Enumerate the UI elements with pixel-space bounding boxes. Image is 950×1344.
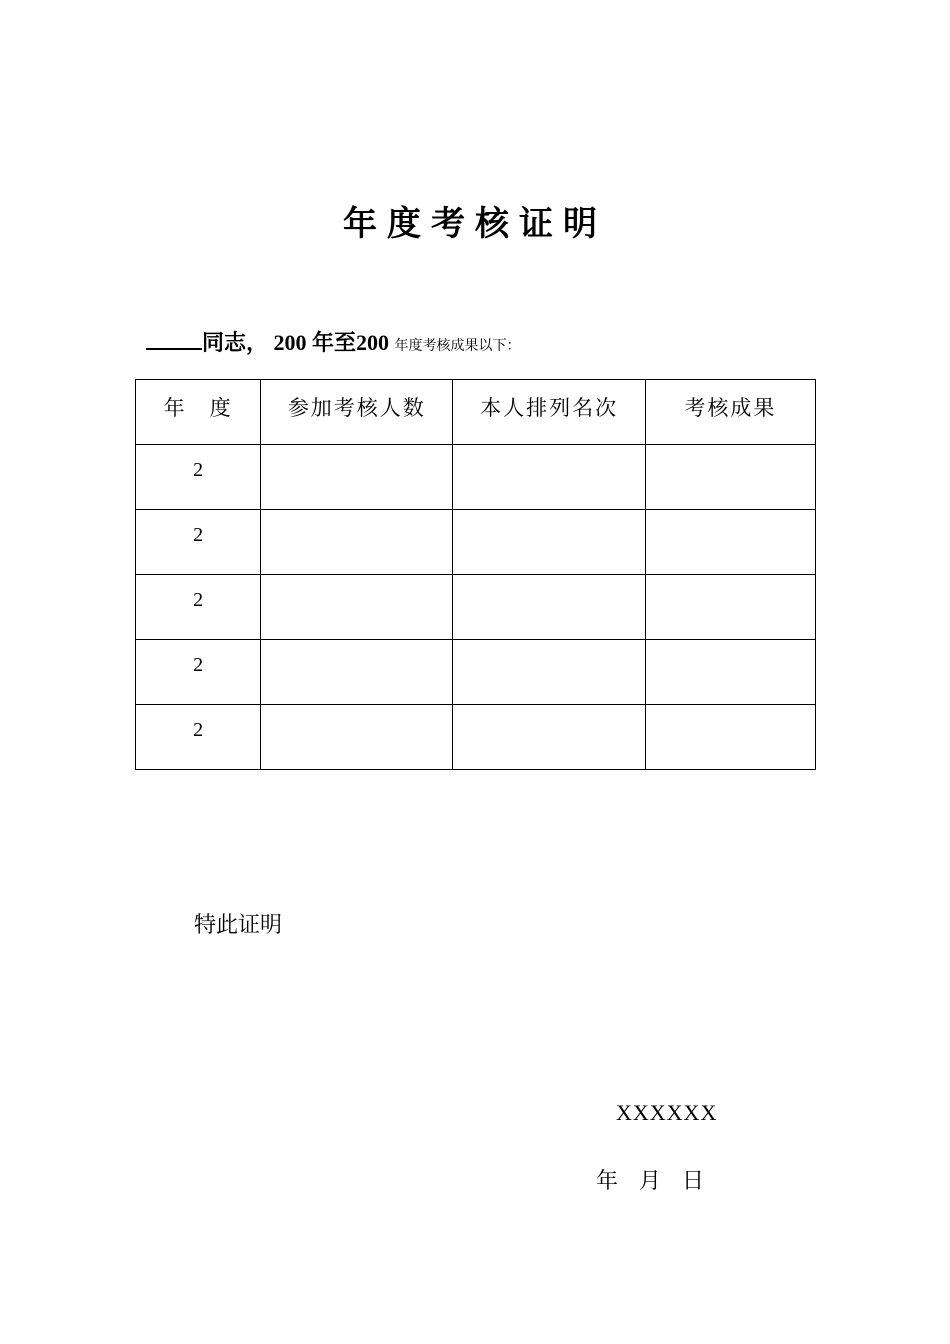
cell-rank	[453, 575, 645, 640]
year-from: 200	[273, 330, 307, 355]
organization-name: XXXXXX	[616, 1100, 718, 1125]
header-participants: 参加考核人数	[261, 380, 453, 445]
cell-result	[645, 640, 815, 705]
cell-year: 2	[136, 640, 261, 705]
cell-result	[645, 575, 815, 640]
year-word: 年至	[312, 330, 357, 355]
table-row	[136, 575, 816, 640]
cell-year: 2	[136, 445, 261, 510]
intro-line	[146, 326, 521, 357]
table-header-row	[136, 380, 816, 445]
cell-result	[645, 510, 815, 575]
cell-result	[645, 705, 815, 770]
table-row	[136, 705, 816, 770]
header-rank: 本人排列名次	[453, 380, 645, 445]
cell-participants	[261, 510, 453, 575]
table-row	[136, 640, 816, 705]
cell-rank	[453, 705, 645, 770]
name-blank	[146, 328, 202, 350]
document-title: 年度考核证明	[343, 204, 607, 244]
cell-participants	[261, 640, 453, 705]
table-row	[136, 445, 816, 510]
header-result: 考核成果	[645, 380, 815, 445]
comrade-suffix: 同志，	[202, 330, 269, 355]
cell-rank	[453, 510, 645, 575]
cell-participants	[261, 445, 453, 510]
assessment-table	[135, 379, 816, 770]
certify-text: 特此证明	[194, 913, 283, 938]
cell-rank	[453, 640, 645, 705]
cell-rank	[453, 445, 645, 510]
cell-result	[645, 445, 815, 510]
table-row	[136, 510, 816, 575]
cell-year: 2	[136, 705, 261, 770]
cell-year: 2	[136, 510, 261, 575]
date-line: 年 月 日	[596, 1169, 704, 1194]
year-to: 200	[356, 330, 390, 355]
cell-participants	[261, 575, 453, 640]
intro-tail: 年度考核成果以下：	[394, 338, 521, 354]
cell-year: 2	[136, 575, 261, 640]
header-year: 年 度	[136, 380, 261, 445]
cell-participants	[261, 705, 453, 770]
